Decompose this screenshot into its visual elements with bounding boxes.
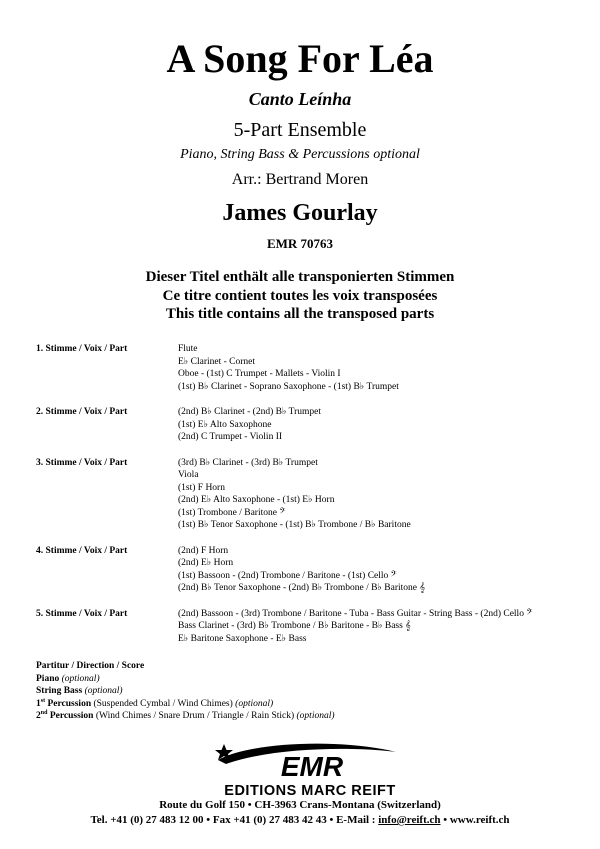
part-4 [36, 545, 576, 595]
piece-subtitle: Canto Leínha [248, 89, 352, 109]
part-1 [36, 343, 576, 393]
email-link[interactable]: info@reift.ch [378, 814, 441, 826]
instrument-line: Bass Clarinet - (3rd) B♭ Trombone / B♭ Baritone - B♭ Bass 𝄞 [178, 621, 411, 631]
parts-list [36, 343, 576, 645]
part-2 [36, 406, 576, 444]
composer: James Gourlay [222, 200, 378, 226]
percussion-1-number: 1 [36, 698, 41, 709]
instrument-line: (2nd) C Trumpet - Violin II [178, 432, 283, 442]
instrument-line: (2nd) F Horn [178, 545, 229, 556]
percussion-2-label: Percussion [49, 711, 94, 721]
instrument-line: E♭ Clarinet - Cornet [178, 356, 256, 367]
string-bass-note: (optional) [84, 686, 123, 696]
score-direction: Partitur / Direction / Score [36, 661, 145, 671]
instrument-line: Oboe - (1st) C Trumpet - Mallets - Violin I [178, 369, 341, 379]
instrument-line: Viola [178, 470, 199, 480]
part-instruments [178, 608, 576, 646]
publisher-address: Route du Golf 150 • CH-3963 Crans-Montana (Switzerland) [159, 799, 441, 811]
instrument-line: Flute [178, 344, 198, 354]
piece-title: A Song For Léa [166, 36, 434, 81]
part-5 [36, 608, 576, 646]
instrument-line: (2nd) E♭ Horn [178, 558, 234, 568]
string-bass-label: String Bass [36, 686, 83, 696]
percussion-1-label: Percussion [47, 698, 92, 709]
publisher-contact [0, 813, 600, 827]
part-label: 2. Stimme / Voix / Part [36, 407, 128, 417]
arranger: Arr.: Bertrand Moren [231, 171, 369, 188]
part-instruments [178, 457, 576, 532]
instrument-line: (2nd) E♭ Alto Saxophone - (1st) E♭ Horn [178, 495, 335, 505]
part-3 [36, 457, 576, 532]
contact-website[interactable]: • www.reift.ch [440, 814, 510, 826]
logo-text: EDITIONS MARC REIFT [224, 783, 396, 798]
score-section [36, 660, 576, 723]
part-label: 1. Stimme / Voix / Part [36, 344, 128, 354]
piano-label: Piano [36, 673, 60, 684]
part-instruments [178, 406, 576, 444]
score-percussion-1 [36, 698, 576, 711]
contact-phone-fax: Tel. +41 (0) 27 483 12 00 • Fax +41 (0) 27 483 42 43 • E-Mail : [90, 814, 379, 826]
catalog-code: EMR 70763 [266, 236, 334, 251]
percussion-2-detail: (Wind Chimes / Snare Drum / Triangle / Rain Stick) [95, 711, 295, 721]
piano-note: (optional) [61, 673, 100, 684]
instrument-line: (2nd) B♭ Clarinet - (2nd) B♭ Trumpet [178, 407, 322, 417]
instrument-line: (3rd) B♭ Clarinet - (3rd) B♭ Trumpet [178, 457, 318, 468]
notice-german: Dieser Titel enthält alle transponierten Stimmen [145, 269, 455, 285]
ensemble-type: 5-Part Ensemble [233, 119, 367, 141]
instrument-line: (2nd) B♭ Tenor Saxophone - (2nd) B♭ Trombone / B♭ Baritone 𝄞 [178, 583, 425, 593]
score-piano [36, 673, 576, 686]
instrument-line: (1st) F Horn [178, 482, 225, 493]
notice-french: Ce titre contient toutes les voix transposées [162, 287, 438, 304]
optional-instruments: Piano, String Bass & Percussions optional [180, 147, 420, 162]
percussion-1-note: (optional) [235, 698, 274, 709]
logo-mark: EMR [280, 751, 344, 782]
percussion-1-ordinal: st [40, 697, 46, 704]
percussion-2-ordinal: nd [40, 709, 48, 716]
score-percussion-2 [36, 710, 576, 723]
part-instruments [178, 343, 576, 393]
part-label: 3. Stimme / Voix / Part [36, 457, 128, 468]
percussion-2-number: 2 [36, 711, 41, 721]
publisher-logo [190, 738, 430, 798]
score-string-bass [36, 685, 576, 698]
percussion-2-note: (optional) [296, 711, 335, 721]
part-label: 5. Stimme / Voix / Part [36, 608, 128, 619]
instrument-line: (1st) B♭ Tenor Saxophone - (1st) B♭ Trombone / B♭ Baritone [178, 520, 411, 530]
instrument-line: (1st) B♭ Clarinet - Soprano Saxophone - (1st) B♭ Trumpet [178, 381, 399, 392]
notice-english: This title contains all the transposed parts [165, 306, 435, 322]
part-label: 4. Stimme / Voix / Part [36, 545, 128, 556]
instrument-line: (1st) Bassoon - (2nd) Trombone / Baritone - (1st) Cello 𝄢 [178, 570, 397, 581]
instrument-line: E♭ Baritone Saxophone - E♭ Bass [178, 633, 307, 644]
instrument-line: (2nd) Bassoon - (3rd) Trombone / Baritone - Tuba - Bass Guitar - String Bass - (2nd) Cello 𝄢 [178, 608, 533, 619]
instrument-line: (1st) Trombone / Baritone 𝄢 [178, 507, 286, 518]
part-instruments [178, 545, 576, 595]
percussion-1-detail: (Suspended Cymbal / Wind Chimes) [93, 698, 233, 709]
instrument-line: (1st) E♭ Alto Saxophone [178, 419, 272, 430]
transposed-parts-notice [0, 268, 600, 324]
